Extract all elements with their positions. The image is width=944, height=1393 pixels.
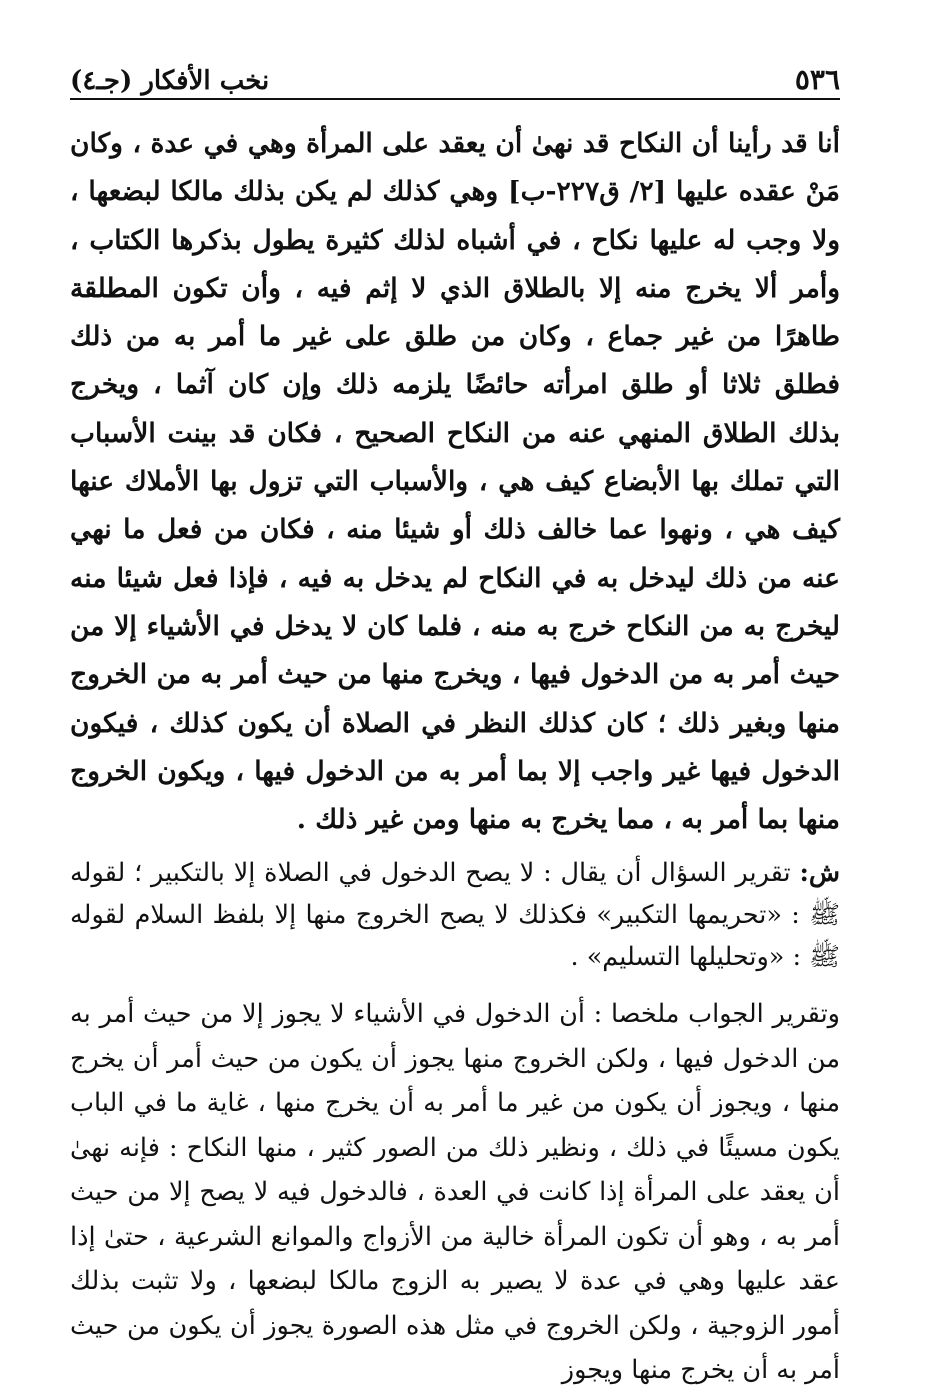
commentary-question-paragraph	[70, 852, 840, 978]
book-page	[70, 56, 840, 1386]
page-number: ٥٣٦	[794, 63, 840, 96]
commentary-answer-paragraph: وتقرير الجواب ملخصا : أن الدخول في الأشياء لا يجوز إلا من حيث أمر به من الدخول فيها ، ولكن الخروج منها يجوز أن يكون من حيث أمر أن يخرج منها ، ويجوز أن يكون من غير ما أمر به أن يخرج منها ، غاية ما في الباب يكون مسيئًا في ذلك ، ونظير ذلك من الصور كثير ، منها النكاح : فإنه نهىٰ أن يعقد على المرأة إذا كانت في العدة ، فالدخول فيه لا يصح إلا من حيث أمر به ، وهو أن تكون المرأة خالية من الأزواج والموانع الشرعية ، حتىٰ إذا عقد عليها وهي في عدة لا يصير به الزوج مالكا لبضعها ، ولا تثبت بذلك أمور الزوجية ، ولكن الخروج في مثل هذه الصورة يجوز أن يكون من حيث أمر به أن يخرج منها ويجوز	[70, 999, 840, 1386]
main-text-paragraph: أنا قد رأينا أن النكاح قد نهىٰ أن يعقد على المرأة وهي في عدة ، وكان مَنْ عقده عليها [٢/ ق٢٢٧-ب] وهي كذلك لم يكن بذلك مالكا لبضعها ، ولا وجب له عليها نكاح ، في أشباه لذلك كثيرة يطول بذكرها الكتاب ، وأمر ألا يخرج منه إلا بالطلاق الذي لا إثم فيه ، وأن تكون المطلقة طاهرًا من غير جماع ، وكان من طلق على غير ما أمر به من ذلك فطلق ثلاثا أو طلق امرأته حائضًا يلزمه ذلك وإن كان آثما ، ويخرج بذلك الطلاق المنهي عنه من النكاح الصحيح ، فكان قد بينت الأسباب التي تملك بها الأبضاع كيف هي ، والأسباب التي تزول بها الأملاك عنها كيف هي ، ونهوا عما خالف ذلك أو شيئا منه ، فكان من فعل ما نهي عنه من ذلك ليدخل به في النكاح لم يدخل به فيه ، فإذا فعل شيئا منه ليخرج به من النكاح خرج به منه ، فلما كان لا يدخل في الأشياء إلا من حيث أمر به من الدخول فيها ، ويخرج منها من حيث أمر به من الخروج منها وبغير ذلك ؛ كان كذلك النظر في الصلاة أن يكون كذلك ، فيكون الدخول فيها غير واجب إلا بما أمر به من الدخول فيها ، ويكون الخروج منها بما أمر به ، مما يخرج به منها ومن غير ذلك .	[70, 128, 840, 836]
running-title: نخب الأفكار (جـ٤)	[70, 66, 270, 96]
commentary-question-text: تقرير السؤال أن يقال : لا يصح الدخول في الصلاة إلا بالتكبير ؛ لقوله ﷺ : «تحريمها التكبير» فكذلك لا يصح الخروج منها إلا بلفظ السلام لقوله ﷺ : «وتحليلها التسليم» .	[70, 858, 840, 973]
page-header	[70, 56, 840, 100]
commentary-label: ش:	[799, 858, 840, 889]
